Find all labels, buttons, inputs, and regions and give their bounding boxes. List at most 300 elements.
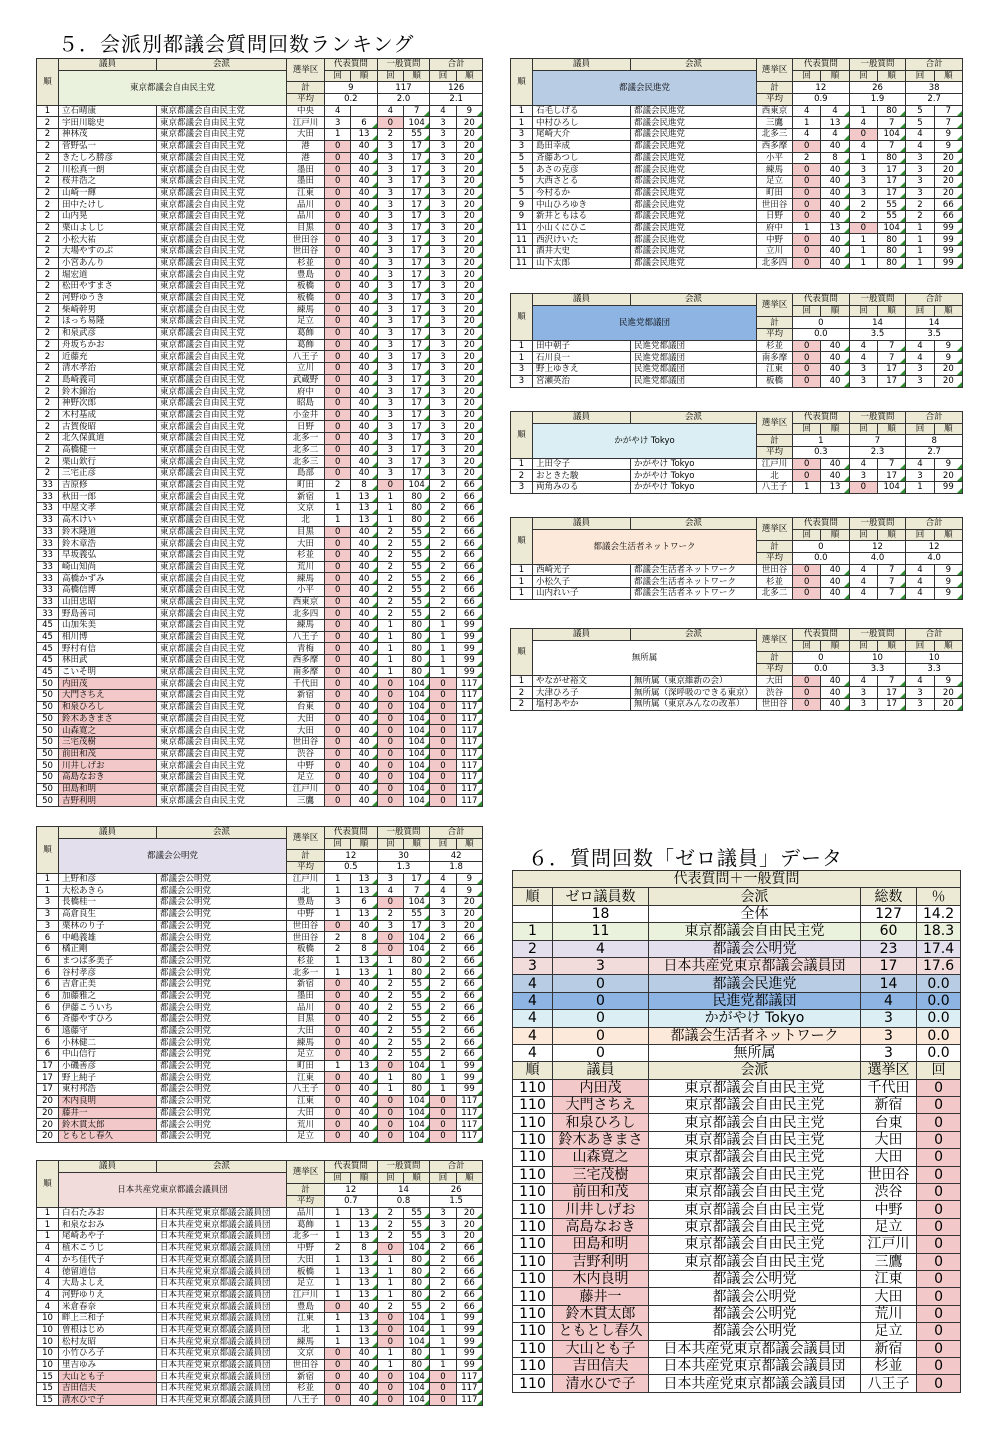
total-rank-cell: 20 — [456, 374, 482, 386]
summary-total-cell: 60 — [861, 923, 917, 940]
gen-count-cell: 3 — [849, 699, 877, 711]
jun-subheader: 順 — [351, 838, 377, 850]
total-rank-cell: 66 — [456, 990, 482, 1002]
summary-party-cell: かがやけ Tokyo — [649, 1010, 861, 1027]
gen-rank-cell: 104 — [404, 760, 430, 772]
summary-total-cell: 17 — [861, 957, 917, 974]
rank-cell: 110 — [513, 1305, 553, 1322]
rep-rank-cell: 4 — [821, 105, 849, 117]
district-cell: 杉並 — [287, 1383, 325, 1395]
party-cell: 都議会公明党 — [157, 1095, 287, 1107]
rep-rank-cell: 40 — [351, 631, 377, 643]
member-name-cell: 高橋かずみ — [59, 573, 157, 585]
gen-count-cell: 4 — [849, 352, 877, 364]
district-cell: 江東 — [287, 1312, 325, 1324]
member-name-cell: 尾崎あや子 — [59, 1231, 157, 1243]
avg-rep: 0.5 — [325, 862, 378, 874]
district-cell: 中野 — [861, 1201, 917, 1218]
gen-rank-cell: 104 — [404, 943, 430, 955]
district-cell: 西多摩 — [287, 655, 325, 667]
gen-count-cell: 1 — [377, 514, 403, 526]
member-name-cell: 小山くにひこ — [533, 222, 631, 234]
member-row — [37, 1348, 483, 1360]
gen-count-cell: 0 — [849, 129, 877, 141]
rank-cell: 15 — [37, 1383, 59, 1395]
total-rank-cell: 20 — [456, 1219, 482, 1231]
district-cell: 杉並 — [757, 340, 793, 352]
jun-subheader: 順 — [934, 305, 962, 317]
party-header: 会派 — [631, 629, 757, 641]
rank-cell: 2 — [37, 140, 59, 152]
total-rank-cell: 66 — [456, 978, 482, 990]
district-cell: 墨田 — [287, 164, 325, 176]
gen-count-cell: 0 — [377, 1130, 403, 1142]
rank-cell: 2 — [37, 327, 59, 339]
rep-rank-cell: 40 — [821, 234, 849, 246]
gen-rank-cell: 104 — [404, 897, 430, 909]
total-count-cell: 0 — [430, 690, 456, 702]
gen-rank-cell: 80 — [404, 1277, 430, 1289]
district-cell: 八王子 — [287, 1394, 325, 1406]
member-name-cell: 松田やすまさ — [59, 281, 157, 293]
total-rank-cell: 20 — [456, 246, 482, 258]
total-rank-cell: 99 — [456, 1312, 482, 1324]
total-count-cell: 3 — [430, 362, 456, 374]
member-row — [37, 1219, 483, 1231]
party-cell: 東京都議会自由民主党 — [649, 1149, 861, 1166]
count-cell: 0 — [917, 1079, 961, 1096]
total-rank-cell: 20 — [456, 234, 482, 246]
party-cell: 民進党都議団 — [631, 352, 757, 364]
party-cell: 東京都議会自由民主党 — [649, 1201, 861, 1218]
district-cell: 品川 — [287, 210, 325, 222]
member-row — [511, 687, 963, 699]
gen-count-cell: 2 — [377, 1025, 403, 1037]
rank-cell: 2 — [37, 386, 59, 398]
member-row — [511, 175, 963, 187]
total-rank-cell: 9 — [934, 140, 962, 152]
district-cell: 町田 — [287, 479, 325, 491]
member-row — [37, 152, 483, 164]
gen-count-cell: 2 — [377, 1219, 403, 1231]
total-count-cell: 1 — [430, 1359, 456, 1371]
head-row — [511, 518, 963, 530]
district-cell: 世田谷 — [757, 564, 793, 576]
member-row — [37, 503, 483, 515]
party-cell: 都議会公明党 — [157, 1049, 287, 1061]
party-cell: 東京都議会自由民主党 — [157, 538, 287, 550]
head-row — [37, 827, 483, 839]
district-cell: 台東 — [287, 701, 325, 713]
total-count-cell: 3 — [430, 304, 456, 316]
rep-rank-cell: 13 — [351, 908, 377, 920]
gen-count-cell: 0 — [377, 690, 403, 702]
rank-cell: 110 — [513, 1131, 553, 1148]
rep-rank-cell: 13 — [351, 1219, 377, 1231]
party-table-minshindan — [510, 293, 963, 388]
gen-count-cell: 2 — [377, 1301, 403, 1313]
gen-rank-cell: 55 — [404, 1025, 430, 1037]
district-cell: 北多三 — [287, 456, 325, 468]
total-count-cell: 4 — [906, 576, 934, 588]
sum-label: 計 — [287, 82, 325, 94]
gen-rank-cell: 17 — [404, 421, 430, 433]
total-count-cell: 2 — [430, 990, 456, 1002]
rep-count-cell: 2 — [325, 943, 351, 955]
rep-rank-cell: 40 — [821, 140, 849, 152]
total-rank-cell: 20 — [456, 129, 482, 141]
member-row — [37, 433, 483, 445]
gen-count-cell: 3 — [377, 316, 403, 328]
gen-count-cell: 1 — [377, 1084, 403, 1096]
table-head — [511, 412, 963, 459]
zero-member-row — [513, 1114, 961, 1131]
summary-rank-cell: 4 — [513, 1027, 553, 1044]
gen-count-cell: 2 — [377, 608, 403, 620]
member-name-cell: まつば多美子 — [59, 955, 157, 967]
summary-row — [513, 992, 961, 1009]
gen-rank-cell: 17 — [404, 304, 430, 316]
rank-cell: 110 — [513, 1236, 553, 1253]
member-name-cell: 内田茂 — [59, 678, 157, 690]
rank-cell: 110 — [513, 1288, 553, 1305]
district-cell: 足立 — [287, 316, 325, 328]
gen-rank-cell: 80 — [404, 967, 430, 979]
party-cell: 東京都議会自由民主党 — [157, 292, 287, 304]
district-cell: 葛飾 — [287, 1219, 325, 1231]
district-cell: 足立 — [287, 1049, 325, 1061]
party-cell: 東京都議会自由民主党 — [157, 269, 287, 281]
total-rank-cell: 20 — [456, 304, 482, 316]
rep-rank-cell: 13 — [351, 1289, 377, 1301]
rank-cell: 6 — [37, 1002, 59, 1014]
total-rank-cell: 66 — [934, 199, 962, 211]
rep-rank-cell: 40 — [821, 564, 849, 576]
party-cell: 東京都議会自由民主党 — [157, 736, 287, 748]
rep-count-cell: 0 — [325, 666, 351, 678]
gen-rank-cell: 7 — [878, 564, 906, 576]
kai-subheader: 回 — [849, 640, 877, 652]
total-count-cell: 1 — [906, 222, 934, 234]
rank-cell: 33 — [37, 514, 59, 526]
member-name-cell: 田島和明 — [59, 783, 157, 795]
rank-cell: 33 — [37, 561, 59, 573]
gen-count-cell: 2 — [377, 1049, 403, 1061]
rank-cell: 3 — [511, 140, 533, 152]
zero-member-row — [513, 1323, 961, 1340]
district-cell: 品川 — [287, 1002, 325, 1014]
zero-member-row — [513, 1340, 961, 1357]
gen-count-cell: 2 — [377, 1037, 403, 1049]
gen-count-cell: 0 — [377, 932, 403, 944]
gen-count-cell: 3 — [377, 210, 403, 222]
gen-count-cell: 1 — [377, 1277, 403, 1289]
gen-count-cell: 3 — [377, 140, 403, 152]
rep-count-cell: 0 — [325, 362, 351, 374]
gen-count-cell: 0 — [377, 1383, 403, 1395]
rank-cell: 11 — [511, 222, 533, 234]
rep-rank-cell: 40 — [351, 1037, 377, 1049]
gen-count-cell: 2 — [849, 210, 877, 222]
avg-rep: 0.0 — [793, 553, 850, 565]
party-cell: 東京都議会自由民主党 — [157, 117, 287, 129]
member-row — [37, 222, 483, 234]
total-rank-cell: 9 — [456, 885, 482, 897]
member-row — [37, 339, 483, 351]
member-name-cell: ともとし春久 — [553, 1323, 649, 1340]
rep-rank-cell: 40 — [351, 771, 377, 783]
member-name-cell: 山下太郎 — [533, 257, 631, 269]
gen-count-cell: 2 — [377, 1002, 403, 1014]
gen-rank-cell: 17 — [404, 397, 430, 409]
count-cell: 0 — [917, 1357, 961, 1374]
gen-count-cell: 1 — [377, 955, 403, 967]
rep-count-cell: 0 — [325, 1130, 351, 1142]
member-name-cell: 吉野利明 — [59, 795, 157, 807]
rep-rank-cell: 40 — [351, 362, 377, 374]
gen-rank-cell: 104 — [404, 736, 430, 748]
gen-rank-cell: 17 — [404, 351, 430, 363]
gen-count-cell: 3 — [849, 164, 877, 176]
member-row — [511, 482, 963, 494]
gen-rank-cell: 104 — [404, 479, 430, 491]
rep-rank-cell: 40 — [351, 538, 377, 550]
total-count-cell: 3 — [430, 433, 456, 445]
member-name-cell: 山森寛之 — [553, 1149, 649, 1166]
rep-count-cell: 1 — [325, 1219, 351, 1231]
member-name-cell: 鈴木貫太郎 — [553, 1305, 649, 1322]
member-row — [37, 1289, 483, 1301]
total-rank-cell: 66 — [456, 584, 482, 596]
total-header: 合計 — [430, 827, 483, 839]
party-cell: 都議会公明党 — [157, 873, 287, 885]
gen-count-cell: 1 — [377, 967, 403, 979]
district-header: 選挙区 — [757, 518, 793, 541]
district-cell: 目黒 — [287, 526, 325, 538]
total-rank-cell: 20 — [456, 351, 482, 363]
rep-count-cell: 4 — [325, 105, 351, 117]
gen-rank-cell: 7 — [878, 588, 906, 600]
total-count-cell: 2 — [430, 1266, 456, 1278]
total-count-cell: 2 — [430, 549, 456, 561]
gen-count-cell: 1 — [849, 152, 877, 164]
zero-member-row — [513, 1375, 961, 1392]
member-name-cell: 鈴木錦治 — [59, 386, 157, 398]
total-rank-cell: 99 — [456, 1348, 482, 1360]
rank-cell: 10 — [37, 1312, 59, 1324]
party-header: 会派 — [631, 412, 757, 424]
member-name-cell: ほっち易隆 — [59, 316, 157, 328]
section5-title: ５．会派別都議会質問回数ランキング — [58, 32, 415, 56]
member-name-cell: 三宅茂樹 — [59, 736, 157, 748]
member-row — [511, 576, 963, 588]
sum-gen: 117 — [377, 82, 430, 94]
total-rank-cell: 99 — [456, 1336, 482, 1348]
sum-label: 計 — [287, 1184, 325, 1196]
party-name-band: 都議会公明党 — [59, 838, 287, 873]
gen-rank-cell: 17 — [404, 920, 430, 932]
gen-count-cell: 2 — [377, 596, 403, 608]
rep-rank-cell: 40 — [351, 1119, 377, 1131]
total-rank-cell: 66 — [456, 955, 482, 967]
district-cell: 豊島 — [287, 897, 325, 909]
total-rank-cell: 66 — [456, 932, 482, 944]
gen-rank-cell: 17 — [404, 468, 430, 480]
gen-rank-cell: 80 — [404, 666, 430, 678]
district-cell: 世田谷 — [287, 920, 325, 932]
total-count-cell: 3 — [430, 316, 456, 328]
rank-cell: 1 — [511, 675, 533, 687]
zero-count-header: ゼロ議員数 — [553, 888, 649, 905]
rep-rank-cell: 40 — [351, 397, 377, 409]
member-name-cell: 島田幸成 — [533, 140, 631, 152]
district-cell: 大田 — [287, 713, 325, 725]
total-rank-cell: 117 — [456, 1107, 482, 1119]
rep-count-cell: 0 — [325, 701, 351, 713]
total-count-cell: 2 — [430, 596, 456, 608]
rank-cell: 5 — [511, 164, 533, 176]
rep-rank-cell: 40 — [351, 246, 377, 258]
rep-count-cell: 0 — [793, 175, 821, 187]
rank-cell: 20 — [37, 1107, 59, 1119]
rep-count-cell: 0 — [325, 222, 351, 234]
total-count-cell: 2 — [430, 967, 456, 979]
rep-question-header: 代表質問 — [325, 59, 378, 71]
gen-count-cell: 1 — [377, 631, 403, 643]
member-row — [37, 1312, 483, 1324]
rank-cell: 110 — [513, 1079, 553, 1096]
gen-rank-cell: 104 — [404, 1107, 430, 1119]
member-name-cell: 吉野利明 — [553, 1253, 649, 1270]
gen-rank-cell: 55 — [878, 210, 906, 222]
head-row — [511, 294, 963, 306]
gen-count-cell: 3 — [377, 292, 403, 304]
total-rank-cell: 117 — [456, 748, 482, 760]
member-name-cell: 前田和茂 — [553, 1184, 649, 1201]
member-name-cell: 大西さとる — [533, 175, 631, 187]
total-count-cell: 2 — [430, 1014, 456, 1026]
total-rank-cell: 20 — [934, 375, 962, 387]
gen-rank-cell: 17 — [404, 140, 430, 152]
gen-count-cell: 4 — [849, 576, 877, 588]
gen-rank-cell: 17 — [404, 339, 430, 351]
gen-count-cell: 2 — [377, 1207, 403, 1219]
rep-question-header: 代表質問 — [793, 629, 850, 641]
party-cell: 東京都議会自由民主党 — [649, 1097, 861, 1114]
district-cell: 江戸川 — [287, 117, 325, 129]
total-count-cell: 3 — [430, 468, 456, 480]
total-rank-cell: 99 — [456, 1072, 482, 1084]
rep-rank-cell: 8 — [351, 479, 377, 491]
member-row — [37, 1324, 483, 1336]
total-rank-cell: 117 — [456, 1383, 482, 1395]
rep-count-cell: 0 — [793, 699, 821, 711]
rank-cell: 10 — [37, 1324, 59, 1336]
summary-party-cell: 日本共産党東京都議会議員団 — [649, 957, 861, 974]
party-cell: 東京都議会自由民主党 — [157, 257, 287, 269]
jun-subheader: 順 — [404, 838, 430, 850]
gen-count-cell: 1 — [377, 503, 403, 515]
rep-rank-cell: 13 — [351, 967, 377, 979]
rank-cell: 110 — [513, 1375, 553, 1392]
member-name-cell: 中嶋義雄 — [59, 932, 157, 944]
district-cell: 品川 — [287, 1207, 325, 1219]
gen-rank-cell: 55 — [404, 608, 430, 620]
gen-count-cell: 3 — [377, 327, 403, 339]
member-name-cell: 大松あきら — [59, 885, 157, 897]
rep-count-cell: 1 — [325, 955, 351, 967]
party-cell: 都議会公明党 — [157, 978, 287, 990]
member-row — [37, 164, 483, 176]
rank-cell: 33 — [37, 491, 59, 503]
district-cell: 渋谷 — [861, 1184, 917, 1201]
member-row — [37, 713, 483, 725]
member-row — [511, 675, 963, 687]
member-header: 議員 — [553, 1062, 649, 1079]
rep-count-cell: 0 — [325, 456, 351, 468]
rank-cell: 11 — [511, 257, 533, 269]
gen-rank-cell: 80 — [404, 955, 430, 967]
rep-rank-cell: 40 — [351, 1002, 377, 1014]
sum-tot: 10 — [906, 652, 963, 664]
party-cell: 東京都議会自由民主党 — [157, 351, 287, 363]
subhead-row — [511, 529, 963, 541]
party-cell: 都議会公明党 — [649, 1270, 861, 1287]
sum-gen: 10 — [849, 652, 906, 664]
gen-rank-cell: 55 — [404, 1219, 430, 1231]
rep-count-cell: 0 — [325, 1394, 351, 1406]
member-name-cell: 高倉良生 — [59, 908, 157, 920]
total-rank-cell: 20 — [934, 687, 962, 699]
rep-count-cell: 0 — [325, 783, 351, 795]
total-count-cell: 3 — [430, 281, 456, 293]
gen-rank-cell: 80 — [404, 1084, 430, 1096]
district-cell: 足立 — [861, 1323, 917, 1340]
party-cell: 東京都議会自由民主党 — [157, 479, 287, 491]
total-rank-cell: 20 — [934, 364, 962, 376]
rank-cell: 4 — [37, 1301, 59, 1313]
rep-count-cell: 0 — [325, 596, 351, 608]
rep-count-cell: 0 — [325, 281, 351, 293]
total-count-cell: 2 — [430, 955, 456, 967]
district-cell: 港 — [287, 152, 325, 164]
gen-count-cell: 3 — [849, 175, 877, 187]
rep-count-cell: 0 — [325, 187, 351, 199]
district-cell: 台東 — [861, 1114, 917, 1131]
rank-cell: 3 — [511, 375, 533, 387]
total-count-cell: 2 — [906, 199, 934, 211]
member-name-cell: 小磯善彦 — [59, 1060, 157, 1072]
party-cell: 東京都議会自由民主党 — [157, 234, 287, 246]
total-rank-cell: 9 — [934, 352, 962, 364]
member-row — [511, 470, 963, 482]
party-cell: 都議会民進党 — [631, 234, 757, 246]
avg-rep: 0.9 — [793, 94, 850, 106]
member-name-cell: 田中朝子 — [533, 340, 631, 352]
total-count-cell: 2 — [906, 210, 934, 222]
member-row — [37, 795, 483, 807]
table-body — [511, 675, 963, 710]
member-name-cell: 酒井大史 — [533, 246, 631, 258]
gen-count-cell: 3 — [377, 362, 403, 374]
rep-count-cell: 0 — [325, 152, 351, 164]
total-rank-cell: 99 — [456, 1084, 482, 1096]
total-rank-cell: 66 — [456, 1242, 482, 1254]
rank-cell: 2 — [37, 468, 59, 480]
avg-gen: 1.3 — [377, 862, 430, 874]
gen-rank-cell: 80 — [878, 257, 906, 269]
gen-rank-cell: 17 — [878, 164, 906, 176]
